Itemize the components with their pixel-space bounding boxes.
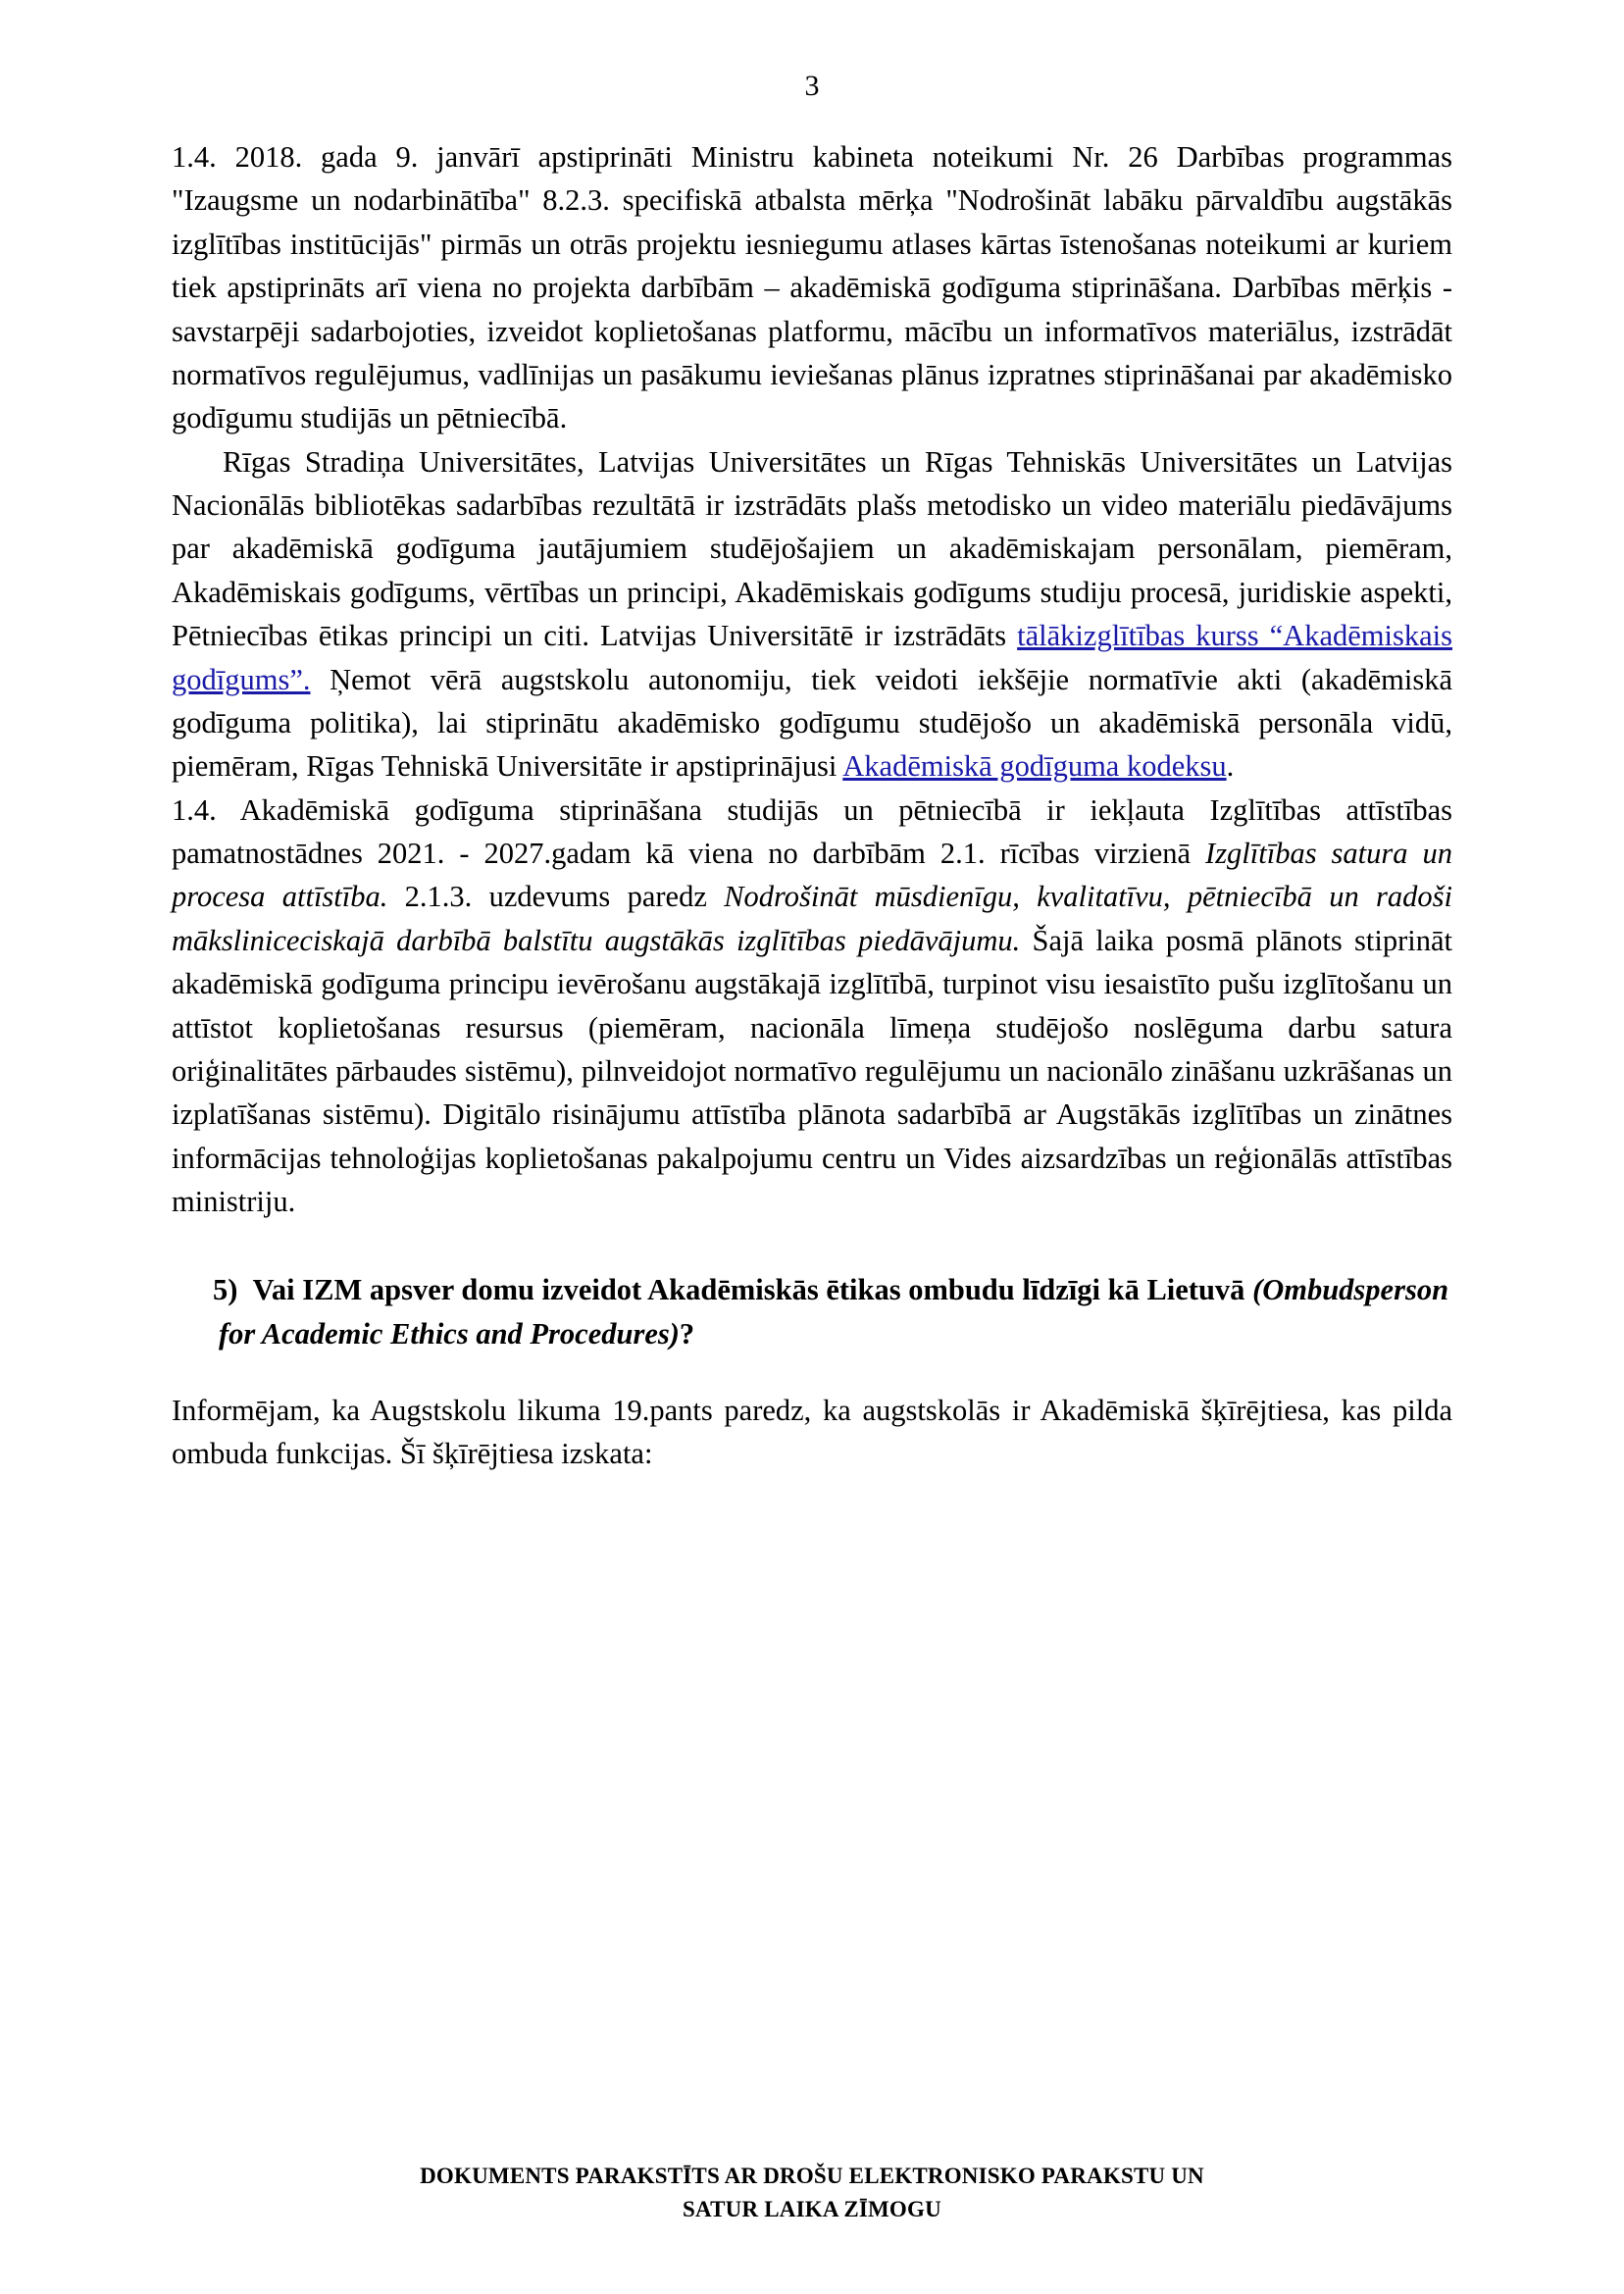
question-text: Vai IZM apsver domu izveidot Akadēmiskās ētikas ombudu līdzīgi kā Lietuvā bbox=[252, 1273, 1253, 1307]
answer-paragraph-text: Informējam, ka Augstskolu likuma 19.pants paredz, ka augstskolās ir Akadēmiskā šķīrējtiesa, kas pilda ombuda funkcijas. Šī šķīrējtiesa izskata: bbox=[172, 1393, 1452, 1471]
question-text-after: ? bbox=[679, 1316, 695, 1351]
italic-izglitibas-satura: Izglītības satura un procesa attīstība. bbox=[172, 837, 1452, 914]
footer-line-1: DOKUMENTS PARAKSTĪTS AR DROŠU ELEKTRONISKO PARAKSTU UN bbox=[420, 2164, 1204, 2189]
italic-nodrosinat-musdienigu: Nodrošināt mūsdienīgu, kvalitatīvu, pētniecībā un radoši māksliniceciskajā darbībā balstītu augstākās izglītības piedāvājumu. bbox=[172, 880, 1452, 957]
paragraph-1-4-second-text-start: 1.4. Akadēmiskā godīguma stiprināšana studijās un pētniecībā ir iekļauta Izglītības attīstības pamatnostādnes 2021. - 2027.gadam kā viena no darbībām 2.1. rīcības virzienā bbox=[172, 792, 1452, 870]
link-akademiska-godiguma-kodeksu[interactable]: Akadēmiskā godīguma kodeksu bbox=[842, 749, 1227, 784]
paragraph-1-4-second-text-end: Šajā laika posmā plānots stiprināt akadēmiskā godīguma principu ievērošanu augstākajā izglītībā, turpinot visu iesaistīto pušu izglītošanu un attīstot koplietošanas resursus (piemēram, nacionāla līmeņa studējošo noslēguma darbu satura oriģinalitātes pārbaudes sistēmu), pilnveidojot normatīvo regulējumu un nacionālo zināšanu uzkrāšanas un izplatīšanas sistēmu). Digitālo risinājumu attīstība plānota sadarbībā ar Augstākās izglītības un zinātnes informācijas tehnoloģijas koplietošanas pakalpojumu centru un Vides aizsardzības un reģionālās attīstības ministriju. bbox=[172, 923, 1452, 1218]
paragraph-universities-text-mid: Ņemot vērā augstskolu autonomiju, tiek veidoti iekšējie normatīvie akti (akadēmiskā godīguma politika), lai stiprinātu akadēmisko godīgumu studējošo un akadēmiskā personāla vidū, piemēram, Rīgas Tehniskā Universitāte ir apstiprinājusi bbox=[172, 662, 1452, 784]
paragraph-1-4-second bbox=[172, 789, 1452, 1224]
question-english-title: (Ombudsperson for Academic Ethics and Procedures) bbox=[219, 1273, 1449, 1351]
question-spacer bbox=[237, 1273, 252, 1306]
paragraph-1-4-first bbox=[172, 135, 1452, 440]
question-heading-5 bbox=[172, 1268, 1452, 1354]
question-number: 5) bbox=[213, 1273, 238, 1307]
paragraph-1-4-second-text-mid: 2.1.3. uzdevums paredz bbox=[387, 880, 725, 914]
paragraph-1-4-first-text: 1.4. 2018. gada 9. janvārī apstiprināti Ministru kabineta noteikumi Nr. 26 Darbības programmas "Izaugsme un nodarbinātība" 8.2.3. specifiskā atbalsta mērķa "Nodrošināt labāku pārvaldību augstākās izglītības institūcijās" pirmās un otrās projektu iesniegumu atlases kārtas īstenošanas noteikumi ar kuriem tiek apstiprināts arī viena no projekta darbībām – akadēmiskā godīguma stiprināšana. Darbības mērķis - savstarpēji sadarbojoties, izveidot koplietošanas platformu, mācību un informatīvos materiālus, izstrādāt normatīvos regulējumus, vadlīnijas un pasākumu ieviešanas plānus izpratnes stiprināšanai par akadēmisko godīgumu studijās un pētniecībā. bbox=[172, 140, 1452, 435]
link-talakizglitibas-kurss[interactable]: tālākizglītības kurss “Akadēmiskais godīgums”. bbox=[172, 619, 1452, 696]
answer-paragraph bbox=[172, 1389, 1452, 1476]
paragraph-universities-text-end: . bbox=[1226, 749, 1235, 784]
page-number: 3 bbox=[804, 70, 820, 102]
footer-line-2: SATUR LAIKA ZĪMOGU bbox=[683, 2196, 941, 2221]
paragraph-universities-text-start: Rīgas Stradiņa Universitātes, Latvijas Universitātes un Rīgas Tehniskās Universitātes un Latvijas Nacionālās bibliotēkas sadarbības rezultātā ir izstrādāts plašs metodisko un video materiālu piedāvājums par akadēmiskā godīguma jautājumiem studējošajiem un akadēmiskajam personālam, piemēram, Akadēmiskais godīgums, vērtības un principi, Akadēmiskais godīgums studiju procesā, juridiskie aspekti, Pētniecības ētikas principi un citi. Latvijas Universitātē ir izstrādāts bbox=[172, 444, 1452, 653]
paragraph-universities bbox=[172, 440, 1452, 789]
document-footer bbox=[0, 2160, 1624, 2225]
